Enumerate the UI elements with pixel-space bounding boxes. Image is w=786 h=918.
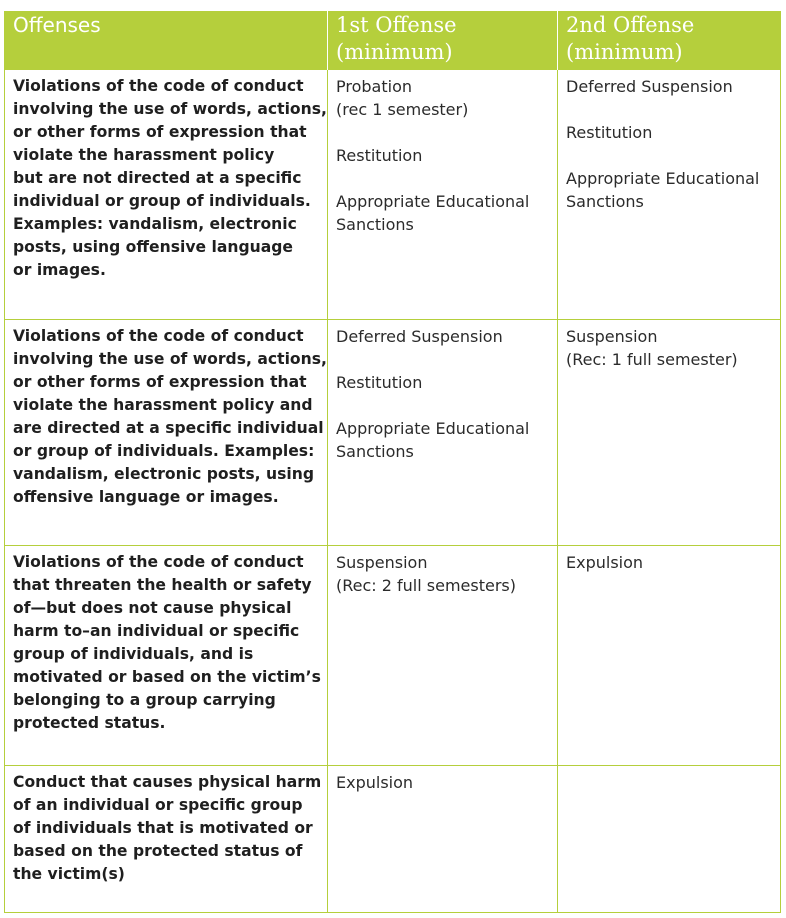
- sanction-line: Sanctions: [566, 192, 644, 211]
- sanction-line: Deferred Suspension: [336, 327, 503, 346]
- first-offense-cell: [328, 546, 558, 766]
- sanction-line: Appropriate Educational: [336, 192, 530, 211]
- sanction-line: Appropriate Educational: [336, 419, 530, 438]
- offense-line: harm to–an individual or specific: [13, 622, 300, 640]
- offense-line: protected status.: [13, 714, 166, 732]
- sanction-line: Restitution: [566, 123, 653, 142]
- offense-line: vandalism, electronic posts, using: [13, 465, 315, 483]
- offense-line: Conduct that causes physical harm: [13, 773, 322, 791]
- offense-line: or other forms of expression that: [13, 373, 307, 391]
- offense-line: of—but does not cause physical: [13, 599, 292, 617]
- offense-line: of individuals that is motivated or: [13, 819, 313, 837]
- offense-line: Violations of the code of conduct: [13, 327, 304, 345]
- offense-line: Violations of the code of conduct: [13, 77, 304, 95]
- spacer: [566, 98, 772, 121]
- offense-cell: [5, 320, 328, 546]
- header-line: Offenses: [13, 13, 101, 37]
- sanction-line: (Rec: 1 full semester): [566, 350, 738, 369]
- offense-line: are directed at a specific individual: [13, 419, 324, 437]
- header-line: 2nd Offense: [566, 13, 695, 37]
- offense-line: Examples: vandalism, electronic: [13, 215, 297, 233]
- offense-line: involving the use of words, actions,: [13, 100, 327, 118]
- offense-line: Violations of the code of conduct: [13, 553, 304, 571]
- sanction-line: Probation: [336, 77, 412, 96]
- offense-line: the victim(s): [13, 865, 125, 883]
- spacer: [336, 121, 549, 144]
- first-offense-cell: [328, 70, 558, 320]
- offense-line: or other forms of expression that: [13, 123, 307, 141]
- offense-line: posts, using offensive language: [13, 238, 293, 256]
- spacer: [336, 167, 549, 190]
- header-line: (minimum): [336, 40, 453, 64]
- sanction-line: Suspension: [336, 553, 428, 572]
- second-offense-cell: [558, 70, 781, 320]
- offense-line: group of individuals, and is: [13, 645, 254, 663]
- offense-cell: [5, 766, 328, 913]
- sanction-line: Restitution: [336, 373, 423, 392]
- offense-line: that threaten the health or safety: [13, 576, 312, 594]
- offense-line: but are not directed at a specific: [13, 169, 302, 187]
- second-offense-cell: [558, 320, 781, 546]
- sanction-line: Deferred Suspension: [566, 77, 733, 96]
- offense-line: based on the protected status of: [13, 842, 303, 860]
- header-line: 1st Offense: [336, 13, 457, 37]
- spacer: [566, 144, 772, 167]
- sanction-line: Appropriate Educational: [566, 169, 760, 188]
- offense-line: violate the harassment policy and: [13, 396, 313, 414]
- first-offense-cell: [328, 766, 558, 913]
- first-offense-cell: [328, 320, 558, 546]
- offense-line: violate the harassment policy: [13, 146, 275, 164]
- header-second-offense: [558, 11, 781, 70]
- spacer: [336, 348, 549, 371]
- offense-line: or group of individuals. Examples:: [13, 442, 315, 460]
- sanction-line: Expulsion: [566, 553, 644, 572]
- offense-cell: [5, 70, 328, 320]
- sanctions-table: [4, 11, 780, 913]
- sanction-line: Suspension: [566, 327, 658, 346]
- second-offense-cell: [558, 766, 781, 913]
- sanction-line: Expulsion: [336, 773, 414, 792]
- second-offense-cell: [558, 546, 781, 766]
- sanction-line: (rec 1 semester): [336, 100, 469, 119]
- sanction-line: Sanctions: [336, 442, 414, 461]
- offense-line: individual or group of individuals.: [13, 192, 311, 210]
- offense-line: motivated or based on the victim’s: [13, 668, 321, 686]
- header-first-offense: [328, 11, 558, 70]
- offense-line: of an individual or specific group: [13, 796, 303, 814]
- spacer: [336, 394, 549, 417]
- sanction-line: (Rec: 2 full semesters): [336, 576, 516, 595]
- sanction-line: Restitution: [336, 146, 423, 165]
- header-offenses: [5, 11, 328, 70]
- offense-cell: [5, 546, 328, 766]
- offense-line: involving the use of words, actions,: [13, 350, 327, 368]
- sanction-line: Sanctions: [336, 215, 414, 234]
- offense-line: offensive language or images.: [13, 488, 279, 506]
- offense-line: or images.: [13, 261, 106, 279]
- offense-line: belonging to a group carrying: [13, 691, 276, 709]
- header-line: (minimum): [566, 40, 683, 64]
